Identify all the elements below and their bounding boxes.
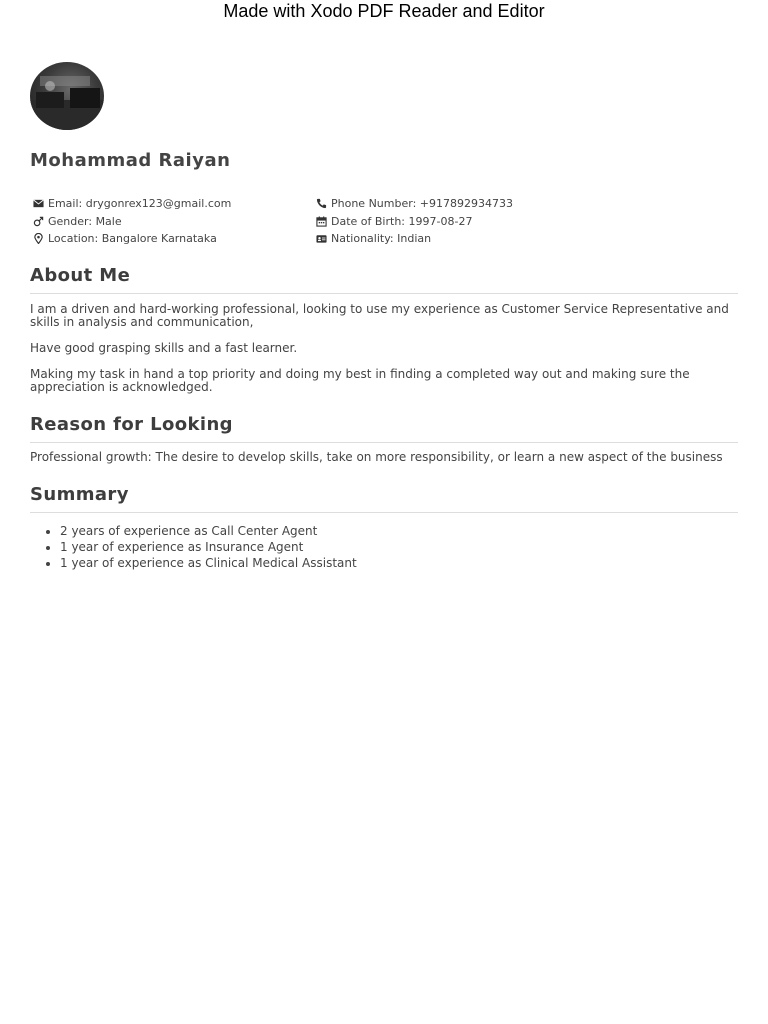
dob-label: Date of Birth: — [331, 214, 406, 228]
id-card-icon — [316, 233, 327, 244]
gender-label: Gender: — [48, 214, 93, 228]
about-paragraph: Have good grasping skills and a fast learner. — [30, 341, 298, 355]
email-label: Email: — [48, 197, 83, 211]
xodo-watermark: Made with Xodo PDF Reader and Editor — [223, 1, 545, 21]
dob-value: 1997-08-27 — [408, 214, 473, 228]
email-value[interactable]: drygonrex123@gmail.com — [85, 197, 232, 211]
location-label: Location: — [48, 232, 99, 246]
summary-section — [30, 484, 738, 571]
list-item: • 2 years of experience as Call Center Agent — [60, 523, 738, 539]
about-heading: About Me — [30, 265, 131, 286]
location-row — [33, 230, 231, 248]
section-divider — [30, 293, 738, 294]
phone-value[interactable]: +917892934733 — [419, 197, 513, 211]
about-section — [30, 265, 738, 394]
nationality-row — [316, 230, 513, 248]
list-item: • 1 year of experience as Clinical Medical Assistant — [60, 555, 738, 571]
reason-section — [30, 414, 738, 464]
location-value: Bangalore Karnataka — [101, 232, 217, 246]
about-paragraph: Making my task in hand a top priority and doing my best in finding a completed way out and making sure the appreciation is acknowledged. — [30, 367, 690, 394]
reason-text: Professional growth: The desire to develop skills, take on more responsibility, or learn a new aspect of the business — [30, 450, 723, 464]
candidate-name: Mohammad Raiyan — [30, 150, 231, 171]
gender-row — [33, 213, 231, 231]
nationality-value: Indian — [397, 232, 432, 246]
nationality-label: Nationality: — [331, 232, 394, 246]
summary-list — [30, 523, 738, 571]
avatar-photo — [30, 62, 104, 130]
gender-value: Male — [95, 214, 122, 228]
contact-info-right — [316, 195, 513, 248]
gender-icon — [33, 216, 44, 227]
calendar-icon — [316, 216, 327, 227]
list-item: • 1 year of experience as Insurance Agent — [60, 539, 738, 555]
phone-icon — [316, 198, 327, 209]
about-paragraph: I am a driven and hard-working professional, looking to use my experience as Customer Service Representative and skills in analysis and communication, — [30, 302, 729, 329]
contact-info-left — [33, 195, 231, 248]
avatar — [30, 62, 104, 130]
phone-label: Phone Number: — [331, 197, 417, 211]
envelope-icon — [33, 198, 44, 209]
section-divider — [30, 512, 738, 513]
summary-heading: Summary — [30, 484, 129, 505]
email-row — [33, 195, 231, 213]
reason-heading: Reason for Looking — [30, 414, 233, 435]
dob-row — [316, 213, 513, 231]
location-pin-icon — [33, 233, 44, 244]
phone-row — [316, 195, 513, 213]
section-divider — [30, 442, 738, 443]
